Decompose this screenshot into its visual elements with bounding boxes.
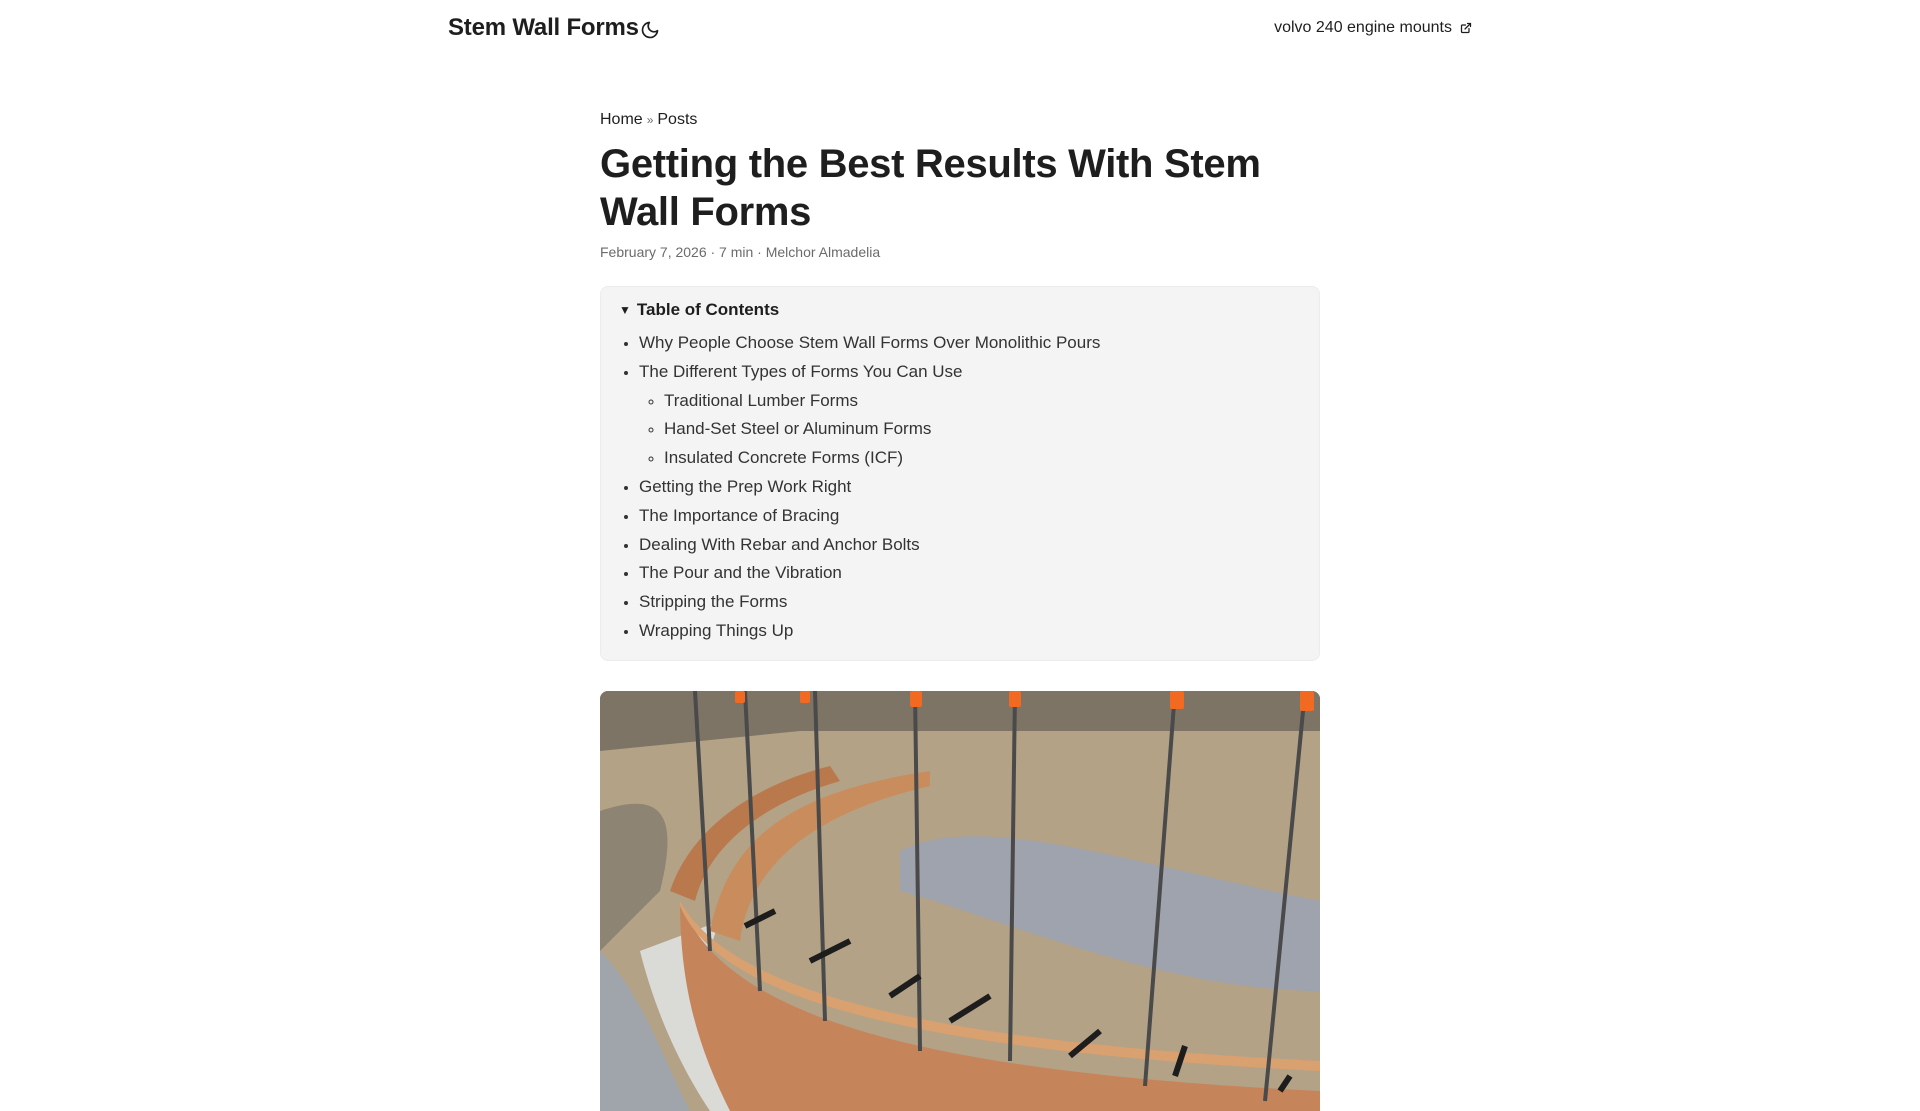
breadcrumb-home[interactable]: Home (600, 111, 643, 128)
cover-image (600, 691, 1320, 1111)
toc-link[interactable]: Why People Choose Stem Wall Forms Over Monolithic Pours (639, 333, 1101, 352)
breadcrumb-separator: » (646, 113, 654, 127)
site-title-link[interactable]: Stem Wall Forms (448, 14, 639, 41)
toc-item (639, 617, 1301, 646)
toc-subitem (664, 444, 1301, 473)
toc-link[interactable]: The Importance of Bracing (639, 505, 840, 525)
toc-link[interactable]: Getting the Prep Work Right (639, 476, 852, 496)
toc-item (639, 358, 1301, 473)
toc-item (639, 502, 1301, 531)
toc-item (639, 559, 1301, 588)
toc-toggle[interactable] (619, 297, 1301, 323)
toc-link[interactable]: The Pour and the Vibration (639, 563, 842, 583)
toc-link[interactable]: Traditional Lumber Forms (664, 390, 858, 410)
breadcrumb (600, 108, 1320, 132)
toc-item (639, 588, 1301, 617)
page-title: Getting the Best Results With Stem Wall Forms (600, 142, 1261, 234)
toc-link[interactable]: Hand-Set Steel or Aluminum Forms (664, 419, 932, 439)
external-link-icon (1460, 22, 1472, 34)
breadcrumb-posts[interactable]: Posts (657, 111, 698, 128)
post-meta: February 7, 2026 · 7 min · Melchor Almadelia (600, 244, 881, 260)
post-main (600, 108, 1320, 1111)
toc-item (639, 473, 1301, 502)
toc-heading: Table of Contents (636, 300, 780, 319)
toc-item (639, 531, 1301, 560)
toc-list (619, 329, 1301, 646)
toc-link[interactable]: Dealing With Rebar and Anchor Bolts (639, 534, 920, 554)
cover-photo-illustration (600, 691, 1320, 1111)
toc-link[interactable]: Stripping the Forms (639, 592, 788, 612)
toc-sublist (639, 387, 1301, 473)
site-header (0, 0, 1920, 60)
toc-item (639, 329, 1301, 358)
triangle-down-icon: ▼ (619, 303, 631, 317)
moon-icon[interactable] (640, 20, 660, 40)
toc-link[interactable]: The Different Types of Forms You Can Use (639, 361, 963, 381)
toc-link[interactable]: Wrapping Things Up (639, 620, 794, 640)
toc-link[interactable]: Insulated Concrete Forms (ICF) (664, 448, 904, 468)
table-of-contents (600, 286, 1320, 661)
external-link-volvo[interactable] (1274, 19, 1472, 37)
external-link-label: volvo 240 engine mounts (1274, 19, 1452, 36)
toc-subitem (664, 415, 1301, 444)
toc-subitem (664, 387, 1301, 416)
